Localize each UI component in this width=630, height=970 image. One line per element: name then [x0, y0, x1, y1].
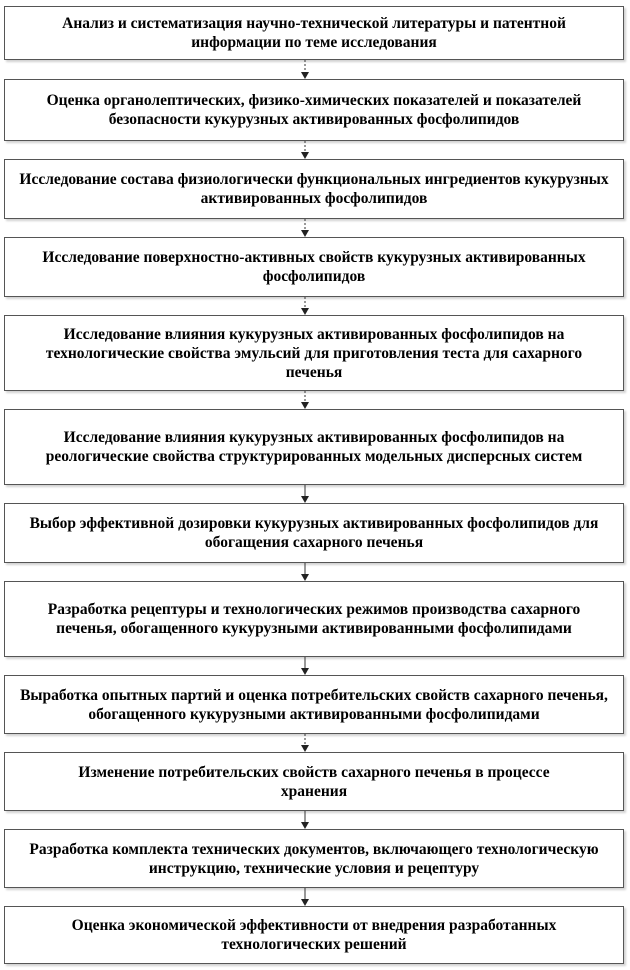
step-10-text: Изменение потребительских свойств сахарного печенья в процессе хранения	[78, 763, 550, 800]
step-10	[4, 752, 624, 811]
step-3	[4, 159, 624, 219]
step-4	[4, 237, 624, 297]
step-1-text: Анализ и систематизация научно-технической литературы и патентной информации по теме исследования	[62, 15, 566, 51]
step-12	[4, 906, 624, 964]
step-8-text: Разработка рецептуры и технологических режимов производства сахарного печенья, обогащенного кукурузными активированными фосфолипидами	[47, 601, 581, 637]
step-2-text: Оценка органолептических, физико-химических показателей и показателей безопасности кукурузных активированных фосфолипидов	[46, 92, 582, 128]
step-1	[4, 6, 624, 60]
connector-arrow-3	[298, 219, 312, 237]
step-7-text: Выбор эффективной дозировки кукурузных активированных фосфолипидов для обогащения сахарного печенья	[29, 515, 599, 551]
connector-arrow-7	[298, 563, 312, 581]
step-6-text: Исследование влияния кукурузных активированных фосфолипидов на реологические свойства структурированных модельных дисперсных систем	[45, 429, 583, 465]
connector-arrow-4	[298, 297, 312, 315]
step-4-text: Исследование поверхностно-активных свойств кукурузных активированных фосфолипидов	[42, 249, 586, 285]
connector-arrow-5	[298, 391, 312, 409]
step-11	[4, 829, 624, 888]
step-2	[4, 79, 624, 141]
step-8	[4, 581, 624, 657]
connector-arrow-8	[298, 657, 312, 675]
step-5-text: Исследование влияния кукурузных активированных фосфолипидов на технологические свойства эмульсий для приготовления теста для сахарного печенья	[45, 325, 583, 381]
connector-arrow-1	[298, 60, 312, 79]
step-9-text: Выработка опытных партий и оценка потребительских свойств сахарного печенья, обогащенного кукурузными активированными фосфолипидами	[20, 686, 608, 723]
connector-arrow-6	[298, 485, 312, 503]
step-3-text: Исследование состава физиологически функциональных ингредиентов кукурузных активированных фосфолипидов	[19, 171, 609, 207]
step-6	[4, 409, 624, 485]
connector-arrow-2	[298, 141, 312, 159]
connector-arrow-9	[298, 734, 312, 752]
step-5	[4, 315, 624, 391]
step-11-text: Разработка комплекта технических документов, включающего технологическую инструкцию, технические условия и рецептуру	[29, 840, 599, 877]
connector-arrow-10	[298, 811, 312, 829]
step-12-text: Оценка экономической эффективности от внедрения разработанных технологических решений	[71, 917, 557, 953]
step-7	[4, 503, 624, 563]
connector-arrow-11	[298, 888, 312, 906]
step-9	[4, 675, 624, 734]
